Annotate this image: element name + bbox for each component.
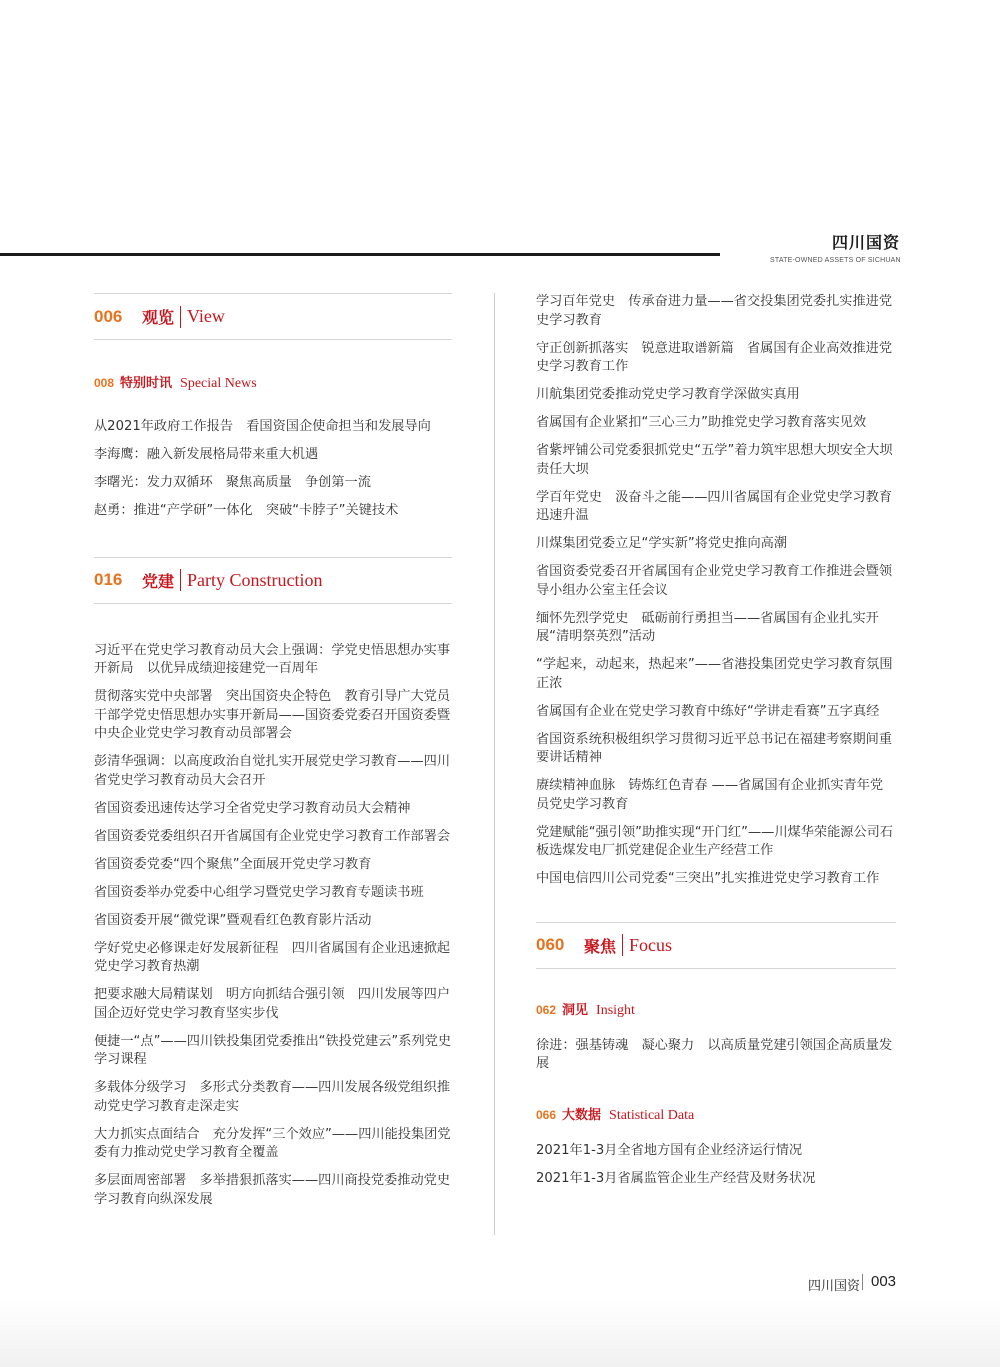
subsection-number: 062 bbox=[536, 1002, 557, 1017]
top-rule bbox=[0, 253, 720, 256]
masthead-title: 四川国资 bbox=[831, 233, 900, 252]
section-rule bbox=[94, 603, 452, 604]
article-item[interactable]: 多载体分级学习 多形式分类教育——四川发展各级党组织推动党史学习教育走深走实 bbox=[94, 1080, 451, 1114]
subsection-heading-statistical-data bbox=[536, 1104, 896, 1124]
section-title-en: Party Construction bbox=[187, 569, 323, 590]
article-item[interactable]: 省国资委党委组织召开省属国有企业党史学习教育工作部署会 bbox=[94, 828, 451, 844]
masthead bbox=[770, 230, 900, 264]
article-item[interactable]: 习近平在党史学习教育动员大会上强调：学党史悟思想办实事开新局 以优异成绩迎接建党一百周年 bbox=[94, 642, 451, 676]
article-item[interactable]: 川航集团党委推动党史学习教育学深做实真用 bbox=[536, 387, 800, 402]
right-column bbox=[536, 293, 896, 1188]
article-item[interactable]: 省属国有企业紧扣“三心三力”助推党史学习教育落实见效 bbox=[536, 415, 867, 430]
section-number: 006 bbox=[94, 306, 123, 326]
article-item[interactable]: 多层面周密部署 多举措狠抓落实——四川商投党委推动党史学习教育向纵深发展 bbox=[94, 1173, 451, 1207]
article-item[interactable]: 彭清华强调：以高度政治自觉扎实开展党史学习教育——四川省党史学习教育动员大会召开 bbox=[94, 754, 451, 788]
subsection-title-en: Special News bbox=[180, 376, 257, 391]
article-list-statistical-data bbox=[536, 1142, 896, 1189]
article-item[interactable]: 省国资委迅速传达学习全省党史学习教育动员大会精神 bbox=[94, 800, 411, 816]
subsection-title-cn: 洞见 bbox=[562, 1002, 589, 1018]
article-item[interactable]: 学习百年党史 传承奋进力量——省交投集团党委扎实推进党史学习教育 bbox=[536, 294, 893, 328]
section-title-cn: 党建 bbox=[142, 571, 175, 591]
article-item[interactable]: 省国资委开展“微党课”暨观看红色教育影片活动 bbox=[94, 912, 372, 928]
footer-magazine-title: 四川国资 bbox=[808, 1279, 861, 1294]
article-item[interactable]: 省国资系统积极组织学习贯彻习近平总书记在福建考察期间重要讲话精神 bbox=[536, 731, 893, 765]
article-item[interactable]: 省属国有企业在党史学习教育中练好“学讲走看赛”五字真经 bbox=[536, 703, 880, 719]
article-item[interactable]: 省国资委举办党委中心组学习暨党史学习教育专题读书班 bbox=[94, 884, 424, 900]
article-list-view bbox=[94, 418, 452, 521]
article-item[interactable]: 李海鹰：融入新发展格局带来重大机遇 bbox=[94, 447, 319, 462]
left-column bbox=[94, 293, 452, 1209]
article-list-insight bbox=[536, 1037, 896, 1074]
section-rule bbox=[94, 339, 452, 340]
section-divider bbox=[180, 306, 181, 328]
page-number: 003 bbox=[871, 1273, 897, 1290]
article-item[interactable]: 省紫坪铺公司党委狠抓党史“五学”着力筑牢思想大坝安全大坝责任大坝 bbox=[536, 443, 893, 477]
subsection-title-en: Insight bbox=[596, 1002, 635, 1018]
section-title-en: Focus bbox=[629, 934, 673, 955]
article-item[interactable]: 中国电信四川公司党委“三突出”扎实推进党史学习教育工作 bbox=[536, 871, 880, 886]
section-title-cn: 聚焦 bbox=[584, 936, 617, 956]
subsection-title-en: Statistical Data bbox=[609, 1107, 695, 1123]
subsection-heading-insight bbox=[536, 999, 896, 1019]
section-rule bbox=[536, 968, 896, 969]
article-item[interactable]: 徐进：强基铸魂 凝心聚力 以高质量党建引领国企高质量发展 bbox=[536, 1037, 893, 1071]
article-item[interactable]: 赓续精神血脉 铸炼红色青春 ——省属国有企业抓实青年党员党史学习教育 bbox=[536, 778, 884, 812]
article-list-party bbox=[94, 642, 452, 1210]
article-item[interactable]: 学好党史必修课走好发展新征程 四川省属国有企业迅速掀起党史学习教育热潮 bbox=[94, 940, 451, 974]
article-item[interactable]: 守正创新抓落实 锐意进取谱新篇 省属国有企业高效推进党史学习教育工作 bbox=[536, 340, 893, 374]
subsection-heading-special-news bbox=[94, 372, 452, 392]
subsection-number: 008 bbox=[94, 376, 115, 390]
article-item[interactable]: 2021年1-3月全省地方国有企业经济运行情况 bbox=[536, 1142, 803, 1158]
subsection-title-cn: 大数据 bbox=[562, 1107, 602, 1123]
section-heading-party bbox=[94, 558, 452, 603]
section-title-en: View bbox=[187, 306, 225, 326]
article-item[interactable]: 赵勇：推进“产学研”一体化 突破“卡脖子”关键技术 bbox=[94, 503, 399, 518]
section-divider bbox=[622, 934, 623, 956]
footer-divider bbox=[862, 1274, 863, 1290]
article-item[interactable]: 贯彻落实党中央部署 突出国资央企特色 教育引导广大党员干部学党史悟思想办实事开新局——国资委党委召开国资委暨中央企业党史学习教育动员部署会 bbox=[94, 689, 451, 741]
section-title-cn: 观览 bbox=[142, 308, 175, 327]
article-item[interactable]: “学起来，动起来，热起来”——省港投集团党史学习教育氛围正浓 bbox=[536, 657, 893, 691]
article-item[interactable]: 党建赋能“强引领”助推实现“开门红”——川煤华荣能源公司石板选煤发电厂抓党建促企业生产经营工作 bbox=[536, 824, 894, 858]
masthead-subtitle: STATE-OWNED ASSETS OF SICHUAN bbox=[770, 257, 901, 264]
subsection-title-cn: 特别时讯 bbox=[120, 376, 173, 391]
section-number: 016 bbox=[94, 570, 123, 589]
page-bottom-shade bbox=[0, 1300, 1000, 1367]
article-item[interactable]: 大力抓实点面结合 充分发挥“三个效应”——四川能投集团党委有力推动党史学习教育全覆盖 bbox=[94, 1126, 451, 1160]
subsection-number: 066 bbox=[536, 1107, 557, 1122]
section-divider bbox=[180, 569, 181, 591]
article-item[interactable]: 便捷一“点”——四川铁投集团党委推出“铁投党建云”系列党史学习课程 bbox=[94, 1033, 452, 1067]
article-item[interactable]: 李曙光：发力双循环 聚焦高质量 争创第一流 bbox=[94, 475, 371, 490]
article-item[interactable]: 缅怀先烈学党史 砥砺前行勇担当——省属国有企业扎实开展“清明祭英烈”活动 bbox=[536, 610, 879, 644]
article-list-party-continued bbox=[536, 293, 896, 889]
article-item[interactable]: 川煤集团党委立足“学实新”将党史推向高潮 bbox=[536, 536, 788, 551]
section-heading-focus bbox=[536, 923, 896, 968]
article-item[interactable]: 学百年党史 汲奋斗之能——四川省属国有企业党史学习教育迅速升温 bbox=[536, 489, 893, 523]
column-divider bbox=[494, 293, 495, 1235]
article-item[interactable]: 省国资委党委“四个聚焦”全面展开党史学习教育 bbox=[94, 856, 372, 872]
article-item[interactable]: 把要求融大局精谋划 明方向抓结合强引领 四川发展等四户国企迈好党史学习教育坚实步伐 bbox=[94, 987, 451, 1021]
section-heading-view bbox=[94, 294, 452, 339]
article-item[interactable]: 从2021年政府工作报告 看国资国企使命担当和发展导向 bbox=[94, 419, 431, 434]
article-item[interactable]: 省国资委党委召开省属国有企业党史学习教育工作推进会暨领导小组办公室主任会议 bbox=[536, 564, 893, 598]
section-number: 060 bbox=[536, 935, 565, 954]
article-item[interactable]: 2021年1-3月省属监管企业生产经营及财务状况 bbox=[536, 1170, 816, 1186]
